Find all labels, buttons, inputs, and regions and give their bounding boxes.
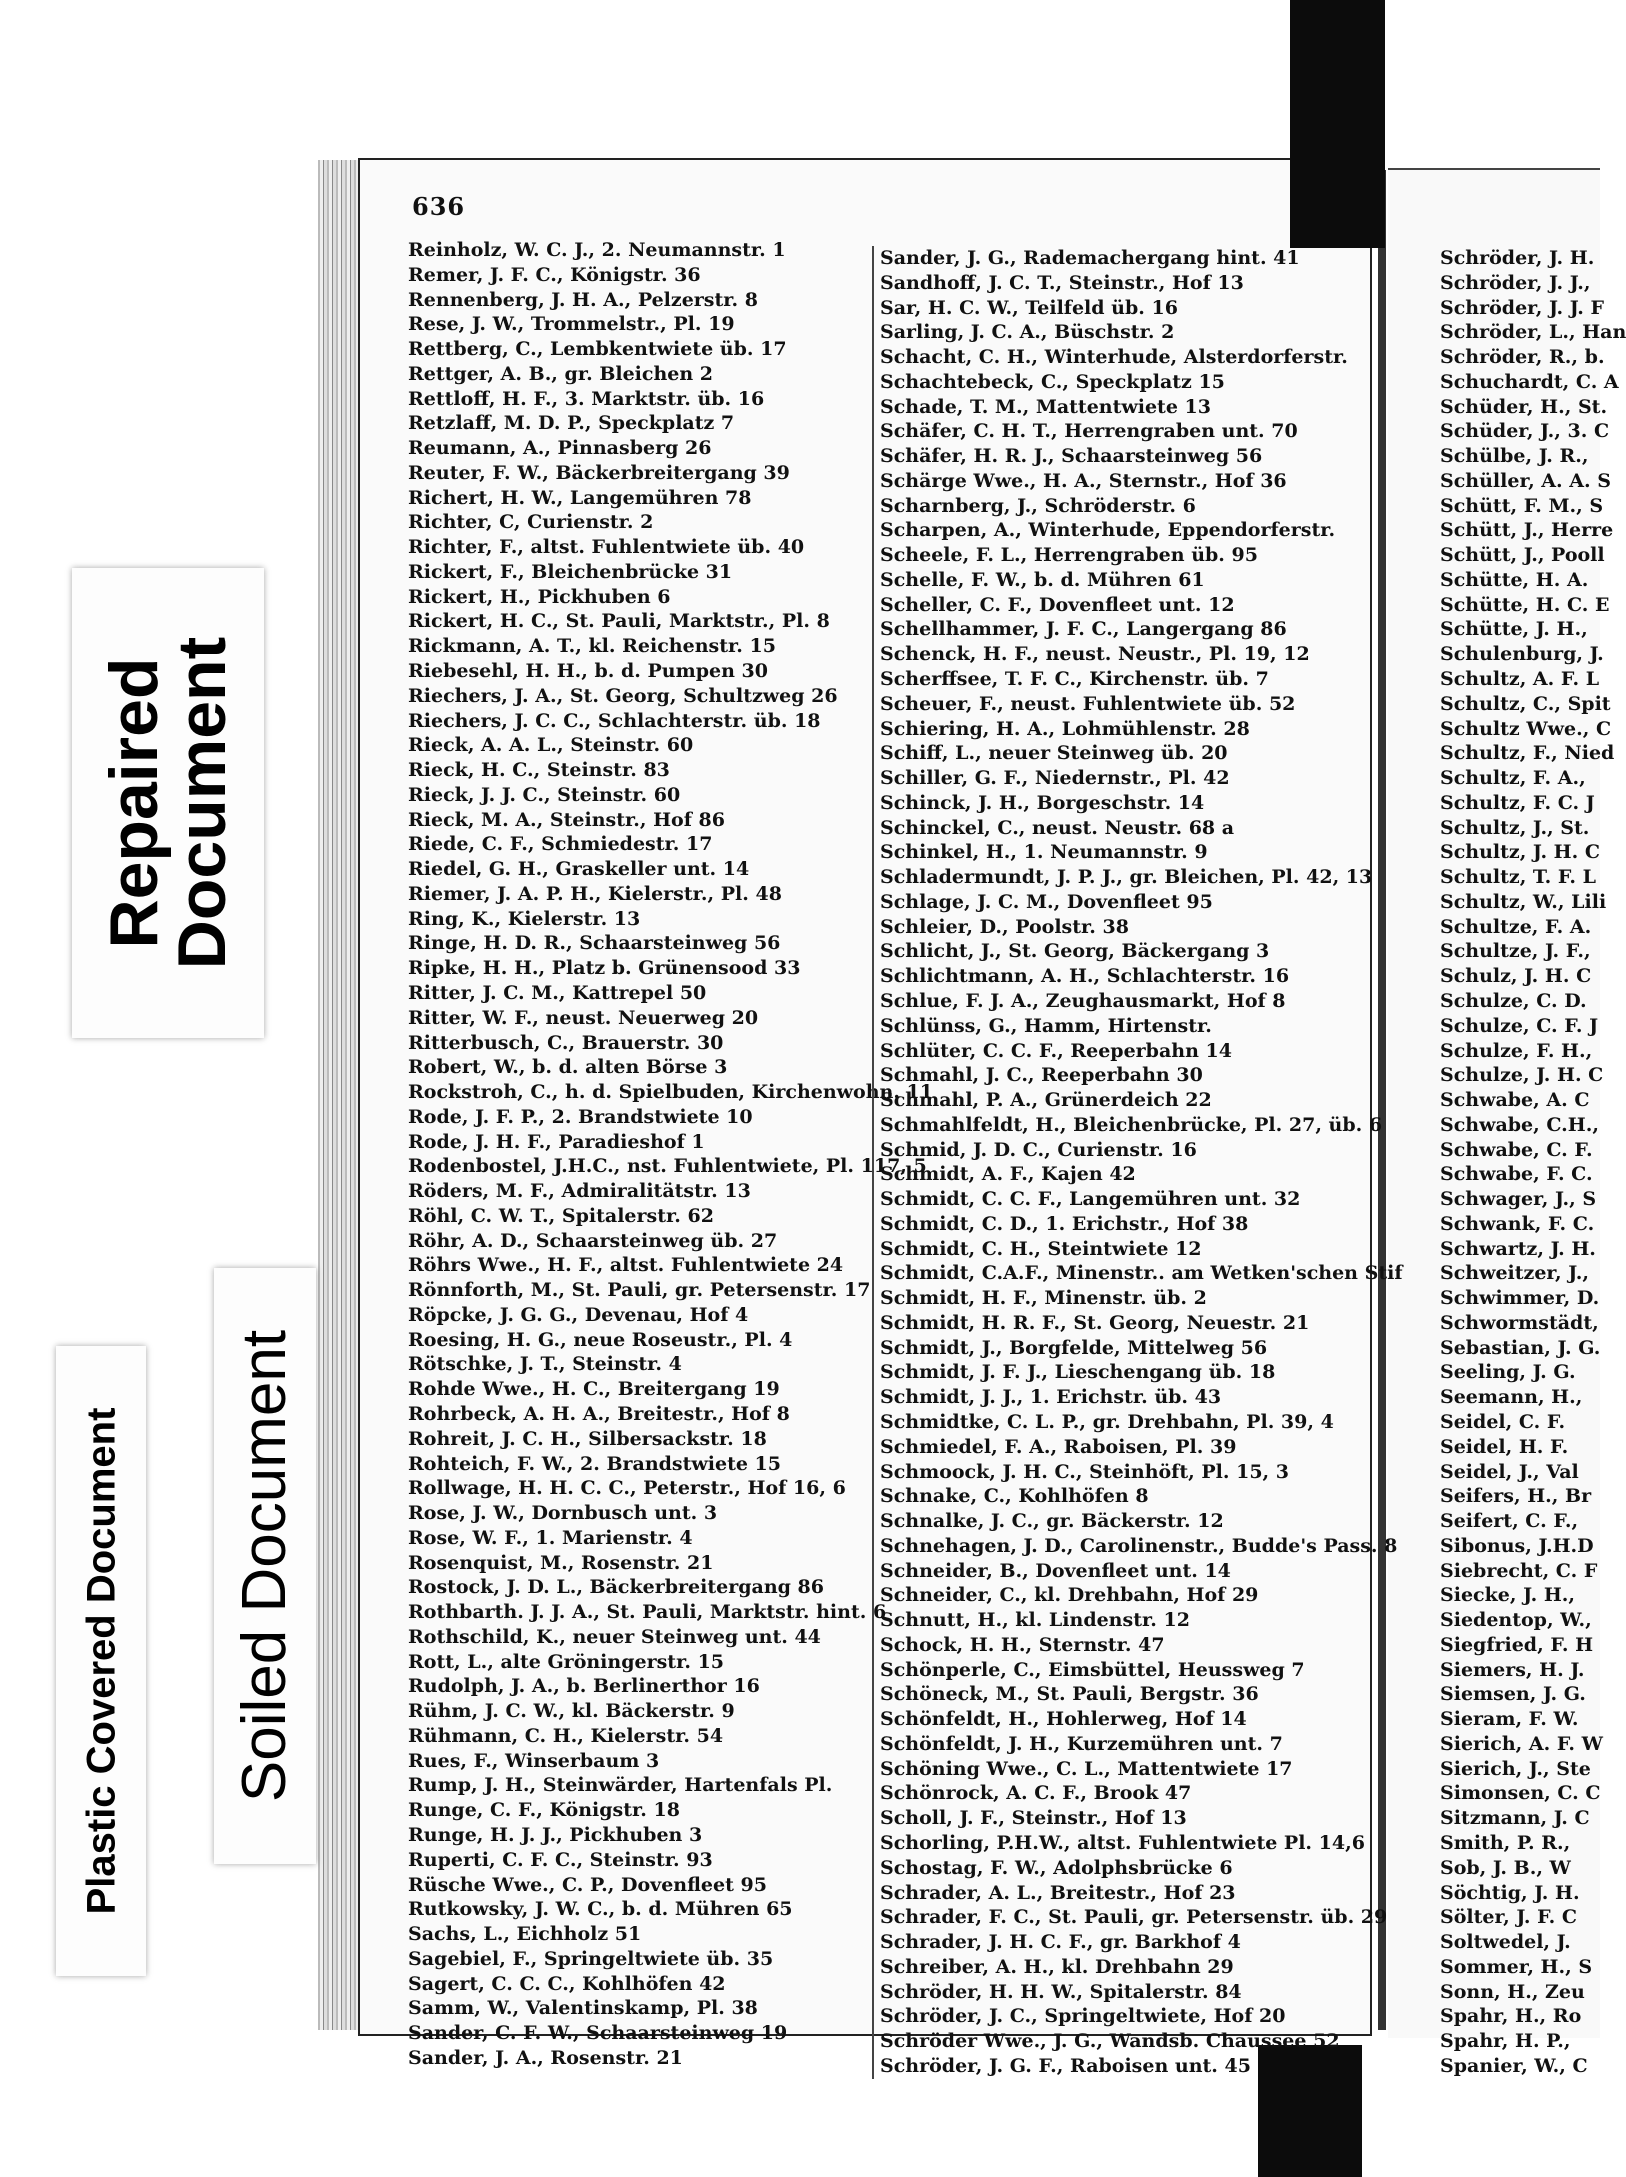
directory-entry: Rode, J. F. P., 2. Brandstwiete 10 bbox=[408, 1105, 753, 1128]
directory-entry: Schenck, H. F., neust. Neustr., Pl. 19, 12 bbox=[880, 643, 1310, 666]
directory-entry: Siecke, J. H., bbox=[1440, 1584, 1576, 1607]
directory-entry: Ring, K., Kielerstr. 13 bbox=[408, 907, 641, 930]
directory-entry: Sander, J. G., Rademachergang hint. 41 bbox=[880, 247, 1300, 269]
directory-entry: Schmahlfeldt, H., Bleichenbrücke, Pl. 27, üb. 6 bbox=[880, 1113, 1383, 1136]
directory-entry: Schellhammer, J. F. C., Langergang 86 bbox=[880, 618, 1287, 641]
directory-entry: Schütte, H. C. E bbox=[1440, 593, 1610, 616]
directory-entry: Rosenquist, M., Rosenstr. 21 bbox=[408, 1551, 714, 1574]
directory-entry: Ritter, J. C. M., Kattrepel 50 bbox=[408, 981, 707, 1004]
directory-entry: Schultz, J., St. bbox=[1440, 816, 1590, 839]
directory-column-right bbox=[1440, 246, 1626, 2079]
directory-entry: Spanier, W., C bbox=[1440, 2054, 1588, 2077]
directory-entry: Rühm, J. C. W., kl. Bäckerstr. 9 bbox=[408, 1700, 735, 1723]
directory-entry: Siemers, H. J. bbox=[1440, 1658, 1585, 1681]
directory-entry: Schütt, J., Herre bbox=[1440, 519, 1614, 542]
directory-entry: Schäfer, C. H. T., Herrengraben unt. 70 bbox=[880, 420, 1298, 443]
directory-entry: Sandhoff, J. C. T., Steinstr., Hof 13 bbox=[880, 271, 1244, 294]
directory-entry: Sagebiel, F., Springeltwiete üb. 35 bbox=[408, 1947, 774, 1970]
directory-entry: Schultze, J. F., bbox=[1440, 940, 1591, 963]
plastic-covered-document-label bbox=[56, 1346, 146, 1976]
directory-entry: Samm, W., Valentinskamp, Pl. 38 bbox=[408, 1997, 758, 2020]
directory-entry: Schlicht, J., St. Georg, Bäckergang 3 bbox=[880, 940, 1270, 963]
directory-entry: Schmidt, J. J., 1. Erichstr. üb. 43 bbox=[880, 1386, 1222, 1409]
directory-entry: Schöning Wwe., C. L., Mattentwiete 17 bbox=[880, 1757, 1293, 1780]
directory-entry: Ripke, H. H., Platz b. Grünensood 33 bbox=[408, 957, 801, 980]
directory-entry: Rose, J. W., Dornbusch unt. 3 bbox=[408, 1502, 718, 1525]
directory-entry: Schmidt, C. H., Steintwiete 12 bbox=[880, 1237, 1202, 1260]
directory-entry: Ruperti, C. F. C., Steinstr. 93 bbox=[408, 1848, 713, 1871]
directory-entry: Rüsche Wwe., C. P., Dovenfleet 95 bbox=[408, 1873, 767, 1896]
directory-entry: Schröder, J. J. F bbox=[1440, 296, 1604, 319]
directory-entry: Reinholz, W. C. J., 2. Neumannstr. 1 bbox=[408, 239, 786, 261]
directory-entry: Reumann, A., Pinnasberg 26 bbox=[408, 437, 712, 460]
directory-entry: Schiering, H. A., Lohmühlenstr. 28 bbox=[880, 717, 1250, 740]
directory-entry: Richter, F., altst. Fuhlentwiete üb. 40 bbox=[408, 536, 805, 559]
directory-entry: Schrader, J. H. C. F., gr. Barkhof 4 bbox=[880, 1931, 1241, 1954]
directory-entry: Schwager, J., S bbox=[1440, 1188, 1597, 1211]
directory-entry: Schröder, J. H. bbox=[1440, 247, 1595, 269]
directory-entry: Schwartz, J. H. bbox=[1440, 1237, 1596, 1260]
directory-entry: Rettberg, C., Lembkentwiete üb. 17 bbox=[408, 338, 787, 361]
directory-entry: Schnake, C., Kohlhöfen 8 bbox=[880, 1485, 1149, 1508]
directory-entry: Schönfeldt, H., Hohlerweg, Hof 14 bbox=[880, 1708, 1247, 1731]
directory-entry: Schlichtmann, A. H., Schlachterstr. 16 bbox=[880, 965, 1290, 988]
directory-entry: Scharnberg, J., Schröderstr. 6 bbox=[880, 494, 1196, 517]
directory-entry: Schmidt, H. R. F., St. Georg, Neuestr. 21 bbox=[880, 1311, 1310, 1334]
directory-entry: Spahr, H., Ro bbox=[1440, 2005, 1582, 2028]
directory-entry: Rickmann, A. T., kl. Reichenstr. 15 bbox=[408, 635, 776, 658]
directory-entry: Schütte, J. H., bbox=[1440, 618, 1588, 641]
directory-entry: Schütt, J., Pooll bbox=[1440, 544, 1605, 567]
directory-entry: Ringe, H. D. R., Schaarsteinweg 56 bbox=[408, 932, 781, 955]
directory-entry: Rohreit, J. C. H., Silbersackstr. 18 bbox=[408, 1427, 767, 1450]
directory-entry: Sierich, J., Ste bbox=[1440, 1757, 1591, 1780]
directory-entry: Schülbe, J. R., bbox=[1440, 445, 1589, 468]
directory-entry: Schostag, F. W., Adolphsbrücke 6 bbox=[880, 1856, 1233, 1879]
directory-entry: Schiller, G. F., Niedernstr., Pl. 42 bbox=[880, 767, 1230, 790]
directory-entry: Rockstroh, C., h. d. Spielbuden, Kirchenwohn. 11 bbox=[408, 1081, 933, 1104]
directory-entry: Scholl, J. F., Steinstr., Hof 13 bbox=[880, 1807, 1187, 1830]
directory-entry: Roesing, H. G., neue Roseustr., Pl. 4 bbox=[408, 1328, 793, 1351]
directory-entry: Schnutt, H., kl. Lindenstr. 12 bbox=[880, 1609, 1190, 1632]
directory-entry: Rettger, A. B., gr. Bleichen 2 bbox=[408, 362, 714, 385]
directory-entry: Rothbarth. J. J. A., St. Pauli, Marktstr. hint. 6 bbox=[408, 1601, 887, 1624]
directory-entry: Richert, H. W., Langemühren 78 bbox=[408, 486, 752, 509]
directory-entry: Schüller, A. A. S bbox=[1440, 469, 1611, 492]
directory-entry: Schultz, C., Spit bbox=[1440, 692, 1611, 715]
directory-entry: Sar, H. C. W., Teilfeld üb. 16 bbox=[880, 296, 1178, 319]
directory-entry: Schmahl, P. A., Grünerdeich 22 bbox=[880, 1089, 1212, 1112]
directory-entry: Röhl, C. W. T., Spitalerstr. 62 bbox=[408, 1204, 714, 1227]
directory-entry: Schelle, F. W., b. d. Mühren 61 bbox=[880, 568, 1205, 591]
directory-entry: Schmahl, J. C., Reeperbahn 30 bbox=[880, 1064, 1203, 1087]
directory-entry: Remer, J. F. C., Königstr. 36 bbox=[408, 263, 701, 286]
directory-entry: Robert, W., b. d. alten Börse 3 bbox=[408, 1056, 728, 1079]
directory-entry: Seidel, H. F. bbox=[1440, 1435, 1569, 1458]
directory-entry: Seidel, J., Val bbox=[1440, 1460, 1579, 1483]
directory-entry: Schneider, C., kl. Drehbahn, Hof 29 bbox=[880, 1584, 1259, 1607]
directory-entry: Schwabe, C. F. bbox=[1440, 1138, 1593, 1161]
directory-entry: Scheele, F. L., Herrengraben üb. 95 bbox=[880, 544, 1258, 567]
directory-entry: Schinkel, H., 1. Neumannstr. 9 bbox=[880, 841, 1208, 864]
directory-entry: Rieck, A. A. L., Steinstr. 60 bbox=[408, 734, 694, 757]
directory-entry: Riebesehl, H. H., b. d. Pumpen 30 bbox=[408, 660, 768, 683]
directory-entry: Runge, C. F., Königstr. 18 bbox=[408, 1799, 680, 1822]
directory-entry: Schultz, A. F. L bbox=[1440, 668, 1600, 691]
directory-entry: Schade, T. M., Mattentwiete 13 bbox=[880, 395, 1211, 418]
directory-entry: Sierich, A. F. W bbox=[1440, 1732, 1603, 1755]
directory-entry: Rohde Wwe., H. C., Breitergang 19 bbox=[408, 1378, 780, 1401]
directory-entry: Rutkowsky, J. W. C., b. d. Mühren 65 bbox=[408, 1898, 793, 1921]
page-number: 636 bbox=[412, 192, 466, 221]
directory-entry: Rollwage, H. H. C. C., Peterstr., Hof 16, 6 bbox=[408, 1477, 846, 1500]
directory-entry: Sob, J. B., W bbox=[1440, 1856, 1571, 1879]
directory-entry: Schlüter, C. C. F., Reeperbahn 14 bbox=[880, 1039, 1232, 1062]
directory-entry: Rieck, M. A., Steinstr., Hof 86 bbox=[408, 808, 725, 831]
directory-entry: Rump, J. H., Steinwärder, Hartenfals Pl. bbox=[408, 1774, 833, 1797]
directory-entry: Schulz, J. H. C bbox=[1440, 965, 1592, 988]
directory-entry: Schinckel, C., neust. Neustr. 68 a bbox=[880, 816, 1235, 839]
directory-entry: Schultz, W., Lili bbox=[1440, 890, 1607, 913]
directory-entry: Siebrecht, C. F bbox=[1440, 1559, 1598, 1582]
directory-entry: Schönperle, C., Eimsbüttel, Heussweg 7 bbox=[880, 1658, 1305, 1681]
directory-entry: Schacht, C. H., Winterhude, Alsterdorferstr. bbox=[880, 346, 1348, 369]
directory-entry: Schmidt, J. F. J., Lieschengang üb. 18 bbox=[880, 1361, 1276, 1384]
directory-entry: Rodenbostel, J.H.C., nst. Fuhlentwiete, Pl. 117, 5 bbox=[408, 1155, 927, 1178]
directory-entry: Sagert, C. C. C., Kohlhöfen 42 bbox=[408, 1972, 726, 1995]
directory-entry: Siegfried, F. H bbox=[1440, 1633, 1594, 1656]
directory-entry: Rohteich, F. W., 2. Brandstwiete 15 bbox=[408, 1452, 781, 1475]
directory-entry: Rudolph, J. A., b. Berlinerthor 16 bbox=[408, 1675, 760, 1698]
directory-entry: Schmidt, J., Borgfelde, Mittelweg 56 bbox=[880, 1336, 1268, 1359]
directory-entry: Schmidt, A. F., Kajen 42 bbox=[880, 1163, 1136, 1186]
plastic-covered-document-text: Plastic Covered Document bbox=[79, 1407, 124, 1915]
directory-entry: Schulenburg, J. bbox=[1440, 643, 1604, 666]
directory-entry: Schrader, A. L., Breitestr., Hof 23 bbox=[880, 1881, 1236, 1904]
repaired-document-text: Repaired Document bbox=[96, 636, 240, 970]
directory-entry: Seifers, H., Br bbox=[1440, 1485, 1592, 1508]
directory-entry: Rickert, H. C., St. Pauli, Marktstr., Pl. 8 bbox=[408, 610, 830, 633]
directory-entry: Schmidt, C. D., 1. Erichstr., Hof 38 bbox=[880, 1212, 1249, 1235]
directory-entry: Schladermundt, J. P. J., gr. Bleichen, Pl. 42, 13 bbox=[880, 866, 1373, 889]
directory-entry: Schlue, F. J. A., Zeughausmarkt, Hof 8 bbox=[880, 989, 1286, 1012]
directory-entry: Rothschild, K., neuer Steinweg unt. 44 bbox=[408, 1625, 821, 1648]
directory-entry: Sander, J. A., Rosenstr. 21 bbox=[408, 2046, 683, 2069]
directory-entry: Schneider, B., Dovenfleet unt. 14 bbox=[880, 1559, 1231, 1582]
directory-entry: Rues, F., Winserbaum 3 bbox=[408, 1749, 660, 1772]
directory-entry: Schmidt, C. C. F., Langemühren unt. 32 bbox=[880, 1188, 1301, 1211]
directory-entry: Rickert, H., Pickhuben 6 bbox=[408, 585, 671, 608]
directory-entry: Scheller, C. F., Dovenfleet unt. 12 bbox=[880, 593, 1235, 616]
directory-entry: Sonn, H., Zeu bbox=[1440, 1980, 1585, 2003]
directory-entry: Schlünss, G., Hamm, Hirtenstr. bbox=[880, 1014, 1212, 1037]
directory-entry: Seeling, J. G. bbox=[1440, 1361, 1576, 1384]
directory-entry: Schreiber, A. H., kl. Drehbahn 29 bbox=[880, 1955, 1234, 1978]
directory-entry: Rettloff, H. F., 3. Marktstr. üb. 16 bbox=[408, 387, 765, 410]
directory-entry: Schultz, F. A., bbox=[1440, 767, 1586, 790]
directory-entry: Schmidtke, C. L. P., gr. Drehbahn, Pl. 39, 4 bbox=[880, 1410, 1334, 1433]
directory-entry: Siemsen, J. G. bbox=[1440, 1683, 1586, 1706]
directory-entry: Schwabe, A. C bbox=[1440, 1089, 1590, 1112]
directory-entry: Schultz, J. H. C bbox=[1440, 841, 1600, 864]
directory-entry: Schönrock, A. C. F., Brook 47 bbox=[880, 1782, 1192, 1805]
directory-entry: Rott, L., alte Gröningerstr. 15 bbox=[408, 1650, 725, 1673]
directory-entry: Riechers, J. A., St. Georg, Schultzweg 26 bbox=[408, 684, 838, 707]
directory-entry: Rieck, H. C., Steinstr. 83 bbox=[408, 759, 670, 782]
directory-entry: Schorling, P.H.W., altst. Fuhlentwiete Pl. 14,6 bbox=[880, 1832, 1365, 1854]
directory-entry: Rostock, J. D. L., Bäckerbreitergang 86 bbox=[408, 1576, 824, 1599]
book-page-edges bbox=[318, 160, 358, 2030]
directory-entry: Scharpen, A., Winterhude, Eppendorferstr. bbox=[880, 519, 1336, 542]
directory-entry: Schwank, F. C. bbox=[1440, 1212, 1595, 1235]
directory-entry: Sommer, H., S bbox=[1440, 1955, 1593, 1978]
directory-entry: Rose, W. F., 1. Marienstr. 4 bbox=[408, 1526, 693, 1549]
directory-entry: Schröder, H. H. W., Spitalerstr. 84 bbox=[880, 1980, 1242, 2003]
directory-entry: Rieck, J. J. C., Steinstr. 60 bbox=[408, 783, 681, 806]
directory-entry: Riechers, J. C. C., Schlachterstr. üb. 18 bbox=[408, 709, 821, 732]
directory-entry: Schulze, F. H., bbox=[1440, 1039, 1593, 1062]
directory-entry: Scherffsee, T. F. C., Kirchenstr. üb. 7 bbox=[880, 668, 1269, 691]
directory-entry: Schröder, R., b. bbox=[1440, 346, 1605, 369]
directory-entry: Sachs, L., Eichholz 51 bbox=[408, 1923, 642, 1946]
directory-entry: Schuchardt, C. A bbox=[1440, 370, 1619, 393]
directory-entry: Schütte, H. A. bbox=[1440, 568, 1589, 591]
directory-entry: Siedentop, W., bbox=[1440, 1609, 1592, 1632]
directory-entry: Rönnforth, M., St. Pauli, gr. Petersenstr. 17 bbox=[408, 1279, 871, 1302]
directory-entry: Röders, M. F., Admiralitätstr. 13 bbox=[408, 1180, 751, 1203]
directory-entry: Seemann, H., bbox=[1440, 1386, 1583, 1409]
directory-entry: Rickert, F., Bleichenbrücke 31 bbox=[408, 560, 733, 583]
directory-entry: Riede, C. F., Schmiedestr. 17 bbox=[408, 833, 713, 856]
directory-entry: Schröder, L., Han bbox=[1440, 321, 1626, 344]
directory-entry: Rese, J. W., Trommelstr., Pl. 19 bbox=[408, 313, 735, 336]
directory-entry: Röhrs Wwe., H. F., altst. Fuhlentwiete 24 bbox=[408, 1254, 844, 1277]
directory-entry: Seifert, C. F., bbox=[1440, 1510, 1579, 1533]
directory-entry: Schultz, T. F. L bbox=[1440, 866, 1597, 889]
directory-entry: Schönfeldt, J. H., Kurzemühren unt. 7 bbox=[880, 1732, 1283, 1755]
directory-entry: Schrader, F. C., St. Pauli, gr. Petersenstr. üb. 29 bbox=[880, 1906, 1388, 1929]
directory-entry: Schröder, J. C., Springeltwiete, Hof 20 bbox=[880, 2005, 1286, 2028]
directory-entry: Retzlaff, M. D. P., Speckplatz 7 bbox=[408, 412, 735, 435]
directory-entry: Schwabe, F. C. bbox=[1440, 1163, 1593, 1186]
directory-entry: Schmiedel, F. A., Raboisen, Pl. 39 bbox=[880, 1435, 1237, 1458]
directory-entry: Schweitzer, J., bbox=[1440, 1262, 1590, 1285]
directory-entry: Schnehagen, J. D., Carolinenstr., Budde's Pass. 8 bbox=[880, 1534, 1398, 1557]
directory-entry: Rennenberg, J. H. A., Pelzerstr. 8 bbox=[408, 288, 758, 311]
directory-entry: Richter, C, Curienstr. 2 bbox=[408, 511, 654, 534]
directory-entry: Schmoock, J. H. C., Steinhöft, Pl. 15, 3 bbox=[880, 1460, 1289, 1483]
directory-entry: Rühmann, C. H., Kielerstr. 54 bbox=[408, 1724, 724, 1747]
directory-entry: Röpcke, J. G. G., Devenau, Hof 4 bbox=[408, 1303, 749, 1326]
repaired-document-label bbox=[72, 568, 264, 1038]
directory-column-left bbox=[408, 238, 933, 2071]
directory-entry: Schröder, J. J., bbox=[1440, 271, 1591, 294]
directory-entry: Schüder, H., St. bbox=[1440, 395, 1608, 418]
directory-entry: Runge, H. J. J., Pickhuben 3 bbox=[408, 1824, 703, 1846]
soiled-document-label bbox=[214, 1268, 316, 1864]
directory-entry: Schäfer, H. R. J., Schaarsteinweg 56 bbox=[880, 445, 1263, 468]
directory-entry: Sitzmann, J. C bbox=[1440, 1807, 1590, 1830]
mounting-strip-top bbox=[1290, 0, 1385, 248]
directory-entry: Soltwedel, J. bbox=[1440, 1931, 1571, 1954]
directory-entry: Sölter, J. F. C bbox=[1440, 1906, 1578, 1929]
directory-entry: Schiff, L., neuer Steinweg üb. 20 bbox=[880, 742, 1228, 765]
directory-entry: Spahr, H. P., bbox=[1440, 2030, 1571, 2053]
directory-entry: Schulze, J. H. C bbox=[1440, 1064, 1604, 1087]
directory-entry: Schärge Wwe., H. A., Sternstr., Hof 36 bbox=[880, 469, 1287, 492]
directory-entry: Riemer, J. A. P. H., Kielerstr., Pl. 48 bbox=[408, 882, 782, 905]
directory-entry: Simonsen, C. C bbox=[1440, 1782, 1601, 1805]
directory-entry: Schulze, C. F. J bbox=[1440, 1014, 1599, 1037]
directory-entry: Schock, H. H., Sternstr. 47 bbox=[880, 1633, 1165, 1656]
directory-column-middle bbox=[872, 246, 1403, 2079]
directory-entry: Ritterbusch, C., Brauerstr. 30 bbox=[408, 1031, 724, 1054]
directory-entry: Schöneck, M., St. Pauli, Bergstr. 36 bbox=[880, 1683, 1259, 1706]
directory-entry: Schachtebeck, C., Speckplatz 15 bbox=[880, 370, 1225, 393]
directory-entry: Sarling, J. C. A., Büschstr. 2 bbox=[880, 321, 1175, 344]
soiled-document-text: Soiled Document bbox=[230, 1329, 299, 1803]
directory-entry: Schmidt, C.A.F., Minenstr.. am Wetken'schen Stif bbox=[880, 1262, 1403, 1285]
directory-entry: Schnalke, J. C., gr. Bäckerstr. 12 bbox=[880, 1510, 1224, 1533]
directory-entry: Sieram, F. W. bbox=[1440, 1708, 1579, 1731]
directory-entry: Söchtig, J. H. bbox=[1440, 1881, 1580, 1904]
directory-entry: Schütt, F. M., S bbox=[1440, 494, 1604, 517]
directory-entry: Schüder, J., 3. C bbox=[1440, 420, 1610, 443]
directory-entry: Röhr, A. D., Schaarsteinweg üb. 27 bbox=[408, 1229, 778, 1252]
directory-entry: Schwormstädt, bbox=[1440, 1311, 1599, 1334]
directory-entry: Seidel, C. F. bbox=[1440, 1410, 1566, 1433]
directory-entry: Schulze, C. D. bbox=[1440, 989, 1587, 1012]
directory-entry: Sander, C. F. W., Schaarsteinweg 19 bbox=[408, 2022, 788, 2045]
directory-entry: Schultz, F., Nied bbox=[1440, 742, 1615, 765]
directory-entry: Sebastian, J. G. bbox=[1440, 1336, 1601, 1359]
directory-entry: Schultz Wwe., C bbox=[1440, 717, 1612, 740]
directory-entry: Rötschke, J. T., Steinstr. 4 bbox=[408, 1353, 682, 1376]
directory-entry: Schmid, J. D. C., Curienstr. 16 bbox=[880, 1138, 1197, 1161]
directory-entry: Schultze, F. A. bbox=[1440, 915, 1592, 938]
directory-entry: Riedel, G. H., Graskeller unt. 14 bbox=[408, 858, 750, 881]
directory-entry: Schleier, D., Poolstr. 38 bbox=[880, 915, 1129, 938]
directory-entry: Schwimmer, D. bbox=[1440, 1287, 1600, 1310]
directory-entry: Sibonus, J.H.D bbox=[1440, 1534, 1594, 1557]
directory-entry: Schröder, J. G. F., Raboisen unt. 45 bbox=[880, 2054, 1251, 2077]
directory-entry: Ritter, W. F., neust. Neuerweg 20 bbox=[408, 1006, 759, 1029]
directory-entry: Schmidt, H. F., Minenstr. üb. 2 bbox=[880, 1287, 1207, 1310]
directory-entry: Scheuer, F., neust. Fuhlentwiete üb. 52 bbox=[880, 692, 1296, 715]
directory-entry: Schlage, J. C. M., Dovenfleet 95 bbox=[880, 890, 1213, 913]
directory-entry: Rohrbeck, A. H. A., Breitestr., Hof 8 bbox=[408, 1402, 790, 1425]
directory-entry: Reuter, F. W., Bäckerbreitergang 39 bbox=[408, 461, 790, 484]
directory-entry: Schwabe, C.H., bbox=[1440, 1113, 1599, 1136]
directory-entry: Schröder Wwe., J. G., Wandsb. Chaussee 52 bbox=[880, 2030, 1340, 2053]
directory-entry: Schinck, J. H., Borgeschstr. 14 bbox=[880, 791, 1205, 814]
directory-entry: Smith, P. R., bbox=[1440, 1832, 1571, 1854]
directory-entry: Rode, J. H. F., Paradieshof 1 bbox=[408, 1130, 705, 1153]
directory-entry: Schultz, F. C. J bbox=[1440, 791, 1595, 814]
